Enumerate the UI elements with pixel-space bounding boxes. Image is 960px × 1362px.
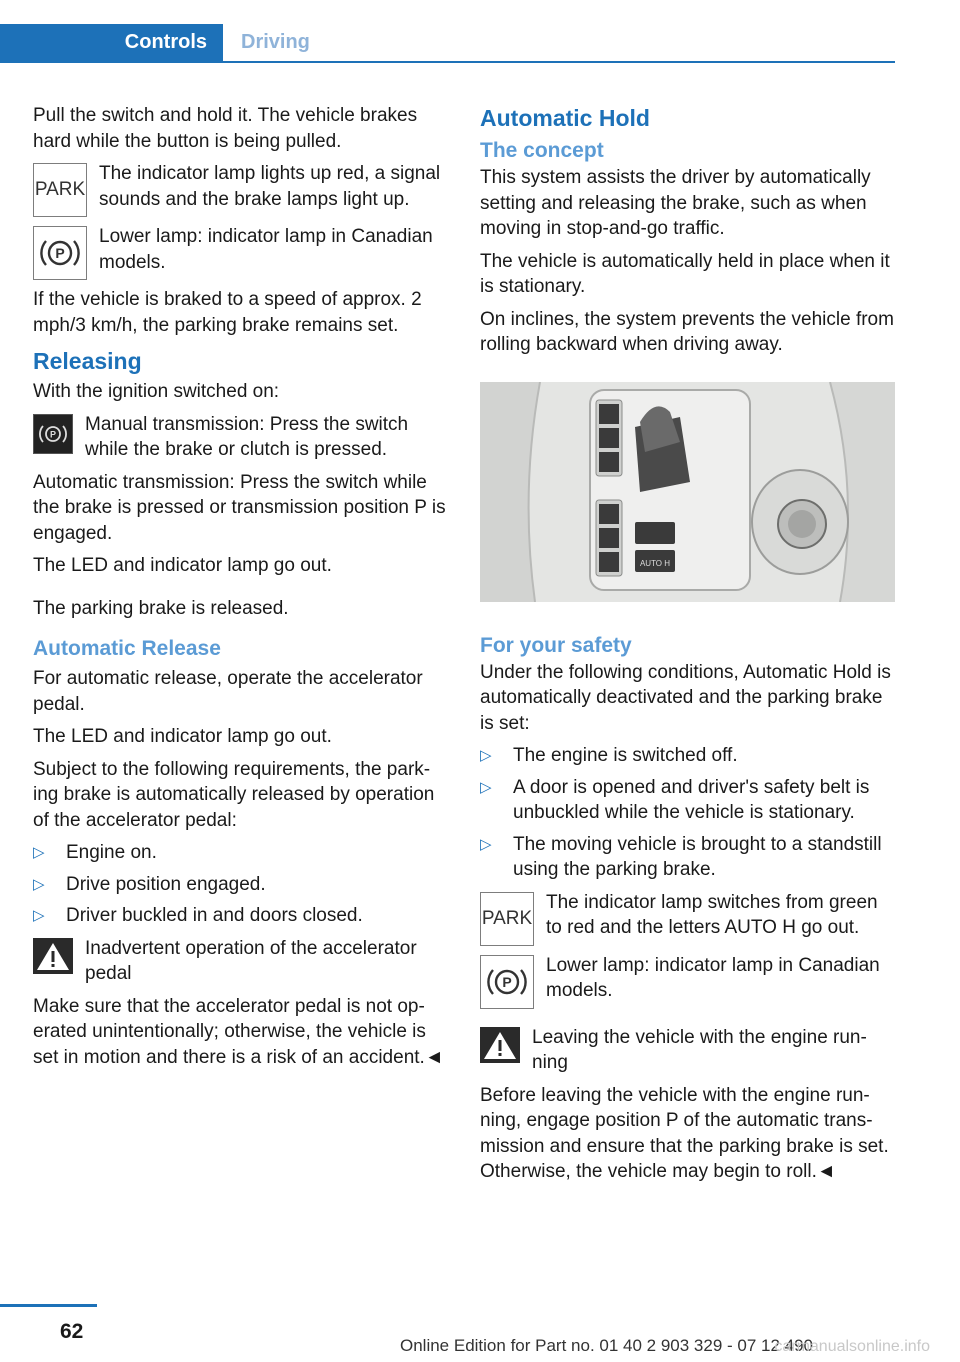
svg-text:P: P [49, 429, 57, 439]
tab-controls[interactable]: Controls [0, 24, 223, 61]
header-rule [0, 61, 895, 63]
indicator-note [480, 890, 896, 946]
left-column [33, 103, 449, 1077]
triangle-bullet-icon: ▷ [33, 875, 45, 893]
paragraph: The parking brake is released. [33, 597, 289, 619]
triangle-bullet-icon: ▷ [480, 778, 492, 796]
page-header [0, 0, 895, 62]
list-item [480, 775, 896, 826]
right-column [480, 103, 896, 1192]
indicator-note-text: Manual transmission: Press the switch while the brake or clutch is pressed. [85, 413, 409, 460]
heading-the-concept: The concept [480, 139, 604, 162]
warning-note [480, 1025, 896, 1076]
paragraph: The LED and indicator lamp go out. [33, 555, 332, 576]
parking-brake-icon [33, 226, 87, 280]
paragraph: If the vehicle is braked to a speed of approx. 2 mph/3 km/h, the parking brake remains set. [33, 289, 422, 336]
paragraph: On inclines, the system prevents the vehicle from rolling backward when driving away. [480, 308, 894, 355]
paragraph: The LED and indicator lamp go out. [33, 726, 332, 747]
heading-automatic-release: Automatic Release [33, 637, 221, 660]
conditions-list [480, 743, 896, 883]
heading-for-your-safety: For your safety [480, 633, 632, 657]
warning-title: Inadvertent operation of the accelerator pedal [85, 937, 417, 984]
heading-automatic-hold: Automatic Hold [480, 105, 650, 131]
list-item [480, 832, 896, 883]
warning-note [33, 936, 449, 987]
indicator-note-text: Lower lamp: indicator lamp in Canadian models. [546, 954, 880, 1001]
paragraph: Subject to the following requirements, the park-ing brake is automatically released by operation of the accelerator pedal: [33, 758, 435, 831]
tab-driving[interactable]: Driving [241, 31, 310, 53]
park-icon-text: PARK [34, 179, 86, 201]
park-indicator-icon [480, 892, 534, 946]
triangle-bullet-icon: ▷ [480, 835, 492, 853]
list-item-text: Engine on. [66, 842, 157, 863]
indicator-note-text: Lower lamp: indicator lamp in Canadian models. [99, 226, 433, 273]
list-item [33, 903, 449, 929]
svg-text:P: P [55, 245, 65, 261]
parking-brake-icon [480, 955, 534, 1009]
list-item [33, 840, 449, 866]
paragraph: Under the following conditions, Automatic Hold is automatically deactivated and the parking brake is set: [480, 661, 891, 734]
warning-text: Before leaving the vehicle with the engine run-ning, engage position P of the automatic trans-mission and ensure that the parking brake is set. Otherwise, the vehicle may begin to roll.◄ [480, 1084, 889, 1182]
paragraph: The vehicle is automatically held in place when it is stationary. [480, 250, 890, 297]
svg-text:P: P [502, 973, 512, 990]
warning-icon [480, 1027, 520, 1071]
requirements-list [33, 840, 449, 929]
paragraph: This system assists the driver by automatically setting and releasing the brake, such as when moving in stop-and-go traffic. [480, 167, 871, 239]
list-item [480, 743, 896, 769]
parking-brake-switch-icon [33, 414, 73, 454]
paragraph: With the ignition switched on: [33, 381, 280, 402]
list-item-text: Drive position engaged. [66, 873, 266, 895]
center-console-photo [480, 382, 895, 602]
park-icon-text: PARK [481, 907, 533, 929]
park-indicator-icon [33, 163, 87, 217]
watermark: carmanualsonline.info [774, 1338, 930, 1355]
footer-rule [0, 1304, 97, 1307]
heading-releasing: Releasing [33, 348, 142, 374]
warning-text: Make sure that the accelerator pedal is not op-erated unintentionally; otherwise, the vehicle is set in motion and there is a risk of an accident.◄ [33, 995, 444, 1068]
edition-line: Online Edition for Part no. 01 40 2 903 329 - 07 12 490 [400, 1336, 814, 1355]
triangle-bullet-icon: ▷ [33, 844, 45, 861]
paragraph: Pull the switch and hold it. The vehicle brakes hard while the button is being pulled. [33, 105, 418, 152]
auto-hold-button-label: AUTO H [639, 558, 671, 568]
list-item-text: Driver buckled in and doors closed. [66, 905, 363, 926]
triangle-bullet-icon: ▷ [480, 747, 492, 764]
list-item-text: The engine is switched off. [513, 745, 738, 766]
list-item-text: The moving vehicle is brought to a standstill using the parking brake. [513, 833, 882, 880]
paragraph: For automatic release, operate the accelerator pedal. [33, 668, 423, 715]
indicator-note-text: The indicator lamp switches from green to red and the letters AUTO H go out. [546, 891, 878, 938]
warning-title: Leaving the vehicle with the engine run-ning [532, 1026, 867, 1073]
list-item [33, 872, 449, 898]
list-item-text: A door is opened and driver's safety belt is unbuckled while the vehicle is stationary. [513, 776, 870, 823]
indicator-note [480, 953, 896, 1009]
warning-icon [33, 938, 73, 982]
indicator-note-text: The indicator lamp lights up red, a signal sounds and the brake lamps light up. [99, 163, 441, 210]
indicator-note [33, 161, 449, 217]
page-number: 62 [60, 1320, 84, 1343]
indicator-note [33, 412, 449, 463]
triangle-bullet-icon: ▷ [33, 907, 45, 924]
indicator-note [33, 224, 449, 280]
paragraph: Automatic transmission: Press the switch while the brake is pressed or transmission position P is engaged. [33, 471, 446, 544]
